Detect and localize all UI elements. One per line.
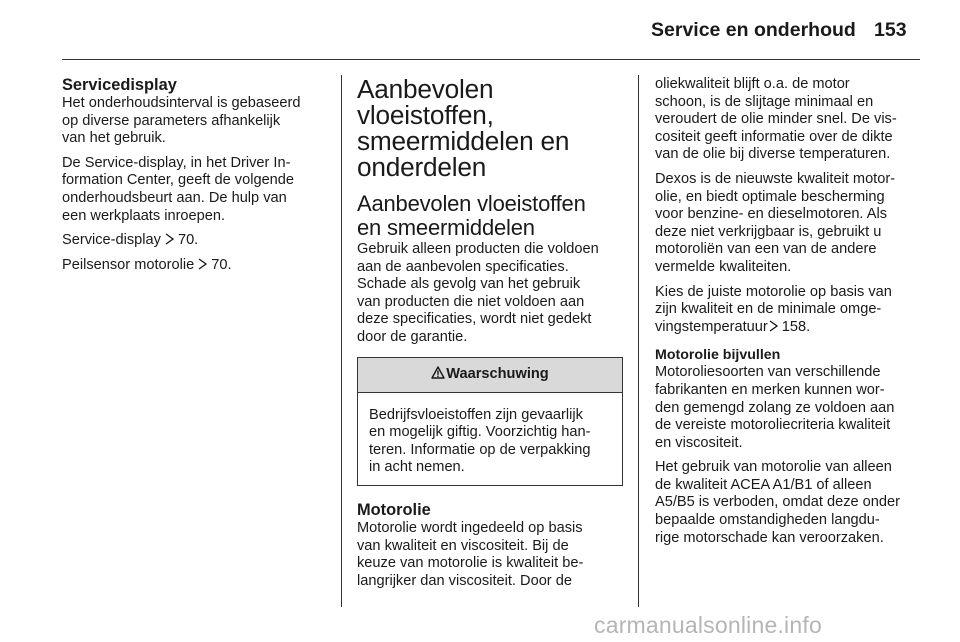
subtitle-line: Aanbevolen vloeistoffen	[357, 191, 586, 216]
text-line: een werkplaats inroepen.	[62, 207, 226, 224]
text-line: voor benzine- en dieselmotoren. Als	[655, 206, 888, 223]
text-line: deze specificaties, wordt niet gedekt	[357, 311, 592, 328]
text-line: keuze van motorolie is kwaliteit be-	[357, 555, 584, 572]
paragraph	[62, 155, 330, 225]
text-line: van producten die niet voldoen aan	[357, 293, 585, 310]
text-line: oliekwaliteit blijft o.a. de motor	[655, 76, 850, 92]
paragraph	[655, 284, 925, 337]
text-line: Motorolie wordt ingedeeld op basis	[357, 519, 583, 536]
text-line: de kwaliteit ACEA A1/B1 of alleen	[655, 476, 872, 493]
text-line: op diverse parameters afhankelijk	[62, 112, 281, 129]
page-reference-arrow-icon	[165, 233, 174, 245]
text-line: rige motorschade kan veroorzaken.	[655, 529, 884, 546]
text-line: cositeit geeft informatie over de dikte	[655, 128, 893, 145]
paragraph	[369, 407, 622, 477]
text-line: zijn kwaliteit en de minimale omge-	[655, 301, 882, 318]
warning-triangle-icon	[431, 366, 445, 379]
text-line: deze niet verkrijgbaar is, gebruikt u	[655, 223, 882, 240]
text-line: fabrikanten en merken kunnen wor-	[655, 381, 885, 398]
header-divider	[62, 59, 920, 60]
title-line: vloeistoffen,	[357, 100, 494, 130]
ref-text: vingstemperatuur	[655, 318, 768, 335]
text-line: vermelde kwaliteiten.	[655, 258, 792, 275]
text-line: Kies de juiste motorolie op basis van	[655, 283, 892, 300]
text-line: en viscositeit.	[655, 434, 743, 451]
text-line: Bedrijfsvloeistoffen zijn gevaarlijk	[369, 406, 583, 423]
paragraph	[655, 76, 925, 164]
text-line: Dexos is de nieuwste kwaliteit motor-	[655, 170, 896, 187]
warning-header	[358, 358, 622, 393]
page-reference-arrow-icon	[198, 258, 207, 270]
watermark: carmanualsonline.info	[594, 612, 822, 638]
text-line: teren. Informatie op de verpakking	[369, 441, 591, 458]
text-line: Gebruik alleen producten die voldoen	[357, 241, 599, 257]
column-divider-right	[638, 75, 639, 607]
text-line: motoroliën van een van de andere	[655, 241, 877, 258]
text-line: Het onderhoudsinterval is gebaseerd	[62, 95, 301, 111]
warning-label: Waarschuwing	[446, 365, 549, 382]
text-line: Motoroliesoorten van verschillende	[655, 364, 881, 381]
page-reference-arrow-icon	[769, 320, 778, 332]
column-divider-left	[341, 75, 342, 607]
page-reference-temperature[interactable]	[655, 319, 925, 337]
column-3	[655, 76, 925, 554]
text-line: Het gebruik van motorolie van alleen	[655, 459, 892, 476]
page-number: 153	[874, 19, 907, 41]
ref-page: 70.	[211, 256, 232, 273]
text-line: Schade als gevolg van het gebruik	[357, 276, 581, 293]
text-line: schoon, is de slijtage minimaal en	[655, 93, 874, 110]
paragraph	[655, 459, 925, 547]
column-1	[62, 76, 330, 281]
ref-text: Peilsensor motorolie	[62, 256, 195, 273]
warning-body	[358, 393, 622, 485]
page-reference-oil-sensor[interactable]	[62, 257, 330, 275]
text-line: den gemengd zolang ze voldoen aan	[655, 399, 895, 416]
text-line: langrijker dan viscositeit. Door de	[357, 572, 572, 589]
column-2	[357, 76, 627, 597]
text-line: in acht nemen.	[369, 459, 465, 476]
text-line: door de garantie.	[357, 328, 468, 345]
text-line: van het gebruik.	[62, 130, 166, 147]
text-line: veroudert de olie minder snel. De vis-	[655, 111, 897, 128]
page-reference-service-display[interactable]	[62, 232, 330, 250]
ref-page: 158.	[781, 318, 811, 335]
title-line: Aanbevolen	[357, 74, 494, 104]
heading-servicedisplay: Servicedisplay	[62, 76, 177, 94]
text-line: onderhoudsbeurt aan. De hulp van	[62, 189, 287, 206]
paragraph	[655, 171, 925, 277]
text-line: olie, en biedt optimale bescherming	[655, 188, 885, 205]
title-line: smeermiddelen en	[357, 126, 570, 156]
title-line: onderdelen	[357, 152, 487, 182]
text-line: De Service-display, in het Driver In-	[62, 154, 291, 171]
section-title: Service en onderhoud	[651, 19, 856, 41]
heading-motorolie: Motorolie	[357, 500, 431, 519]
paragraph	[62, 95, 330, 148]
section-subtitle	[357, 192, 627, 240]
paragraph	[357, 520, 627, 590]
text-line: aan de aanbevolen specificaties.	[357, 258, 569, 275]
chapter-title	[357, 76, 627, 180]
ref-page: 70.	[177, 232, 199, 249]
text-line: de vereiste motoroliecriteria kwaliteit	[655, 417, 891, 434]
text-line: en mogelijk giftig. Voorzichtig han-	[369, 424, 591, 441]
heading-motorolie-bijvullen: Motorolie bijvullen	[655, 347, 781, 364]
text-line: van de olie bij diverse temperaturen.	[655, 146, 891, 163]
subtitle-line: en smeermiddelen	[357, 215, 535, 240]
ref-text: Service-display	[62, 232, 161, 249]
paragraph	[357, 241, 627, 347]
page-header	[0, 0, 960, 60]
text-line: A5/B5 is verboden, omdat deze onder	[655, 494, 901, 511]
paragraph	[655, 364, 925, 452]
warning-box	[357, 357, 623, 486]
text-line: bepaalde omstandigheden langdu-	[655, 512, 880, 529]
text-line: van kwaliteit en viscositeit. Bij de	[357, 537, 569, 554]
text-line: formation Center, geeft de volgende	[62, 172, 295, 189]
